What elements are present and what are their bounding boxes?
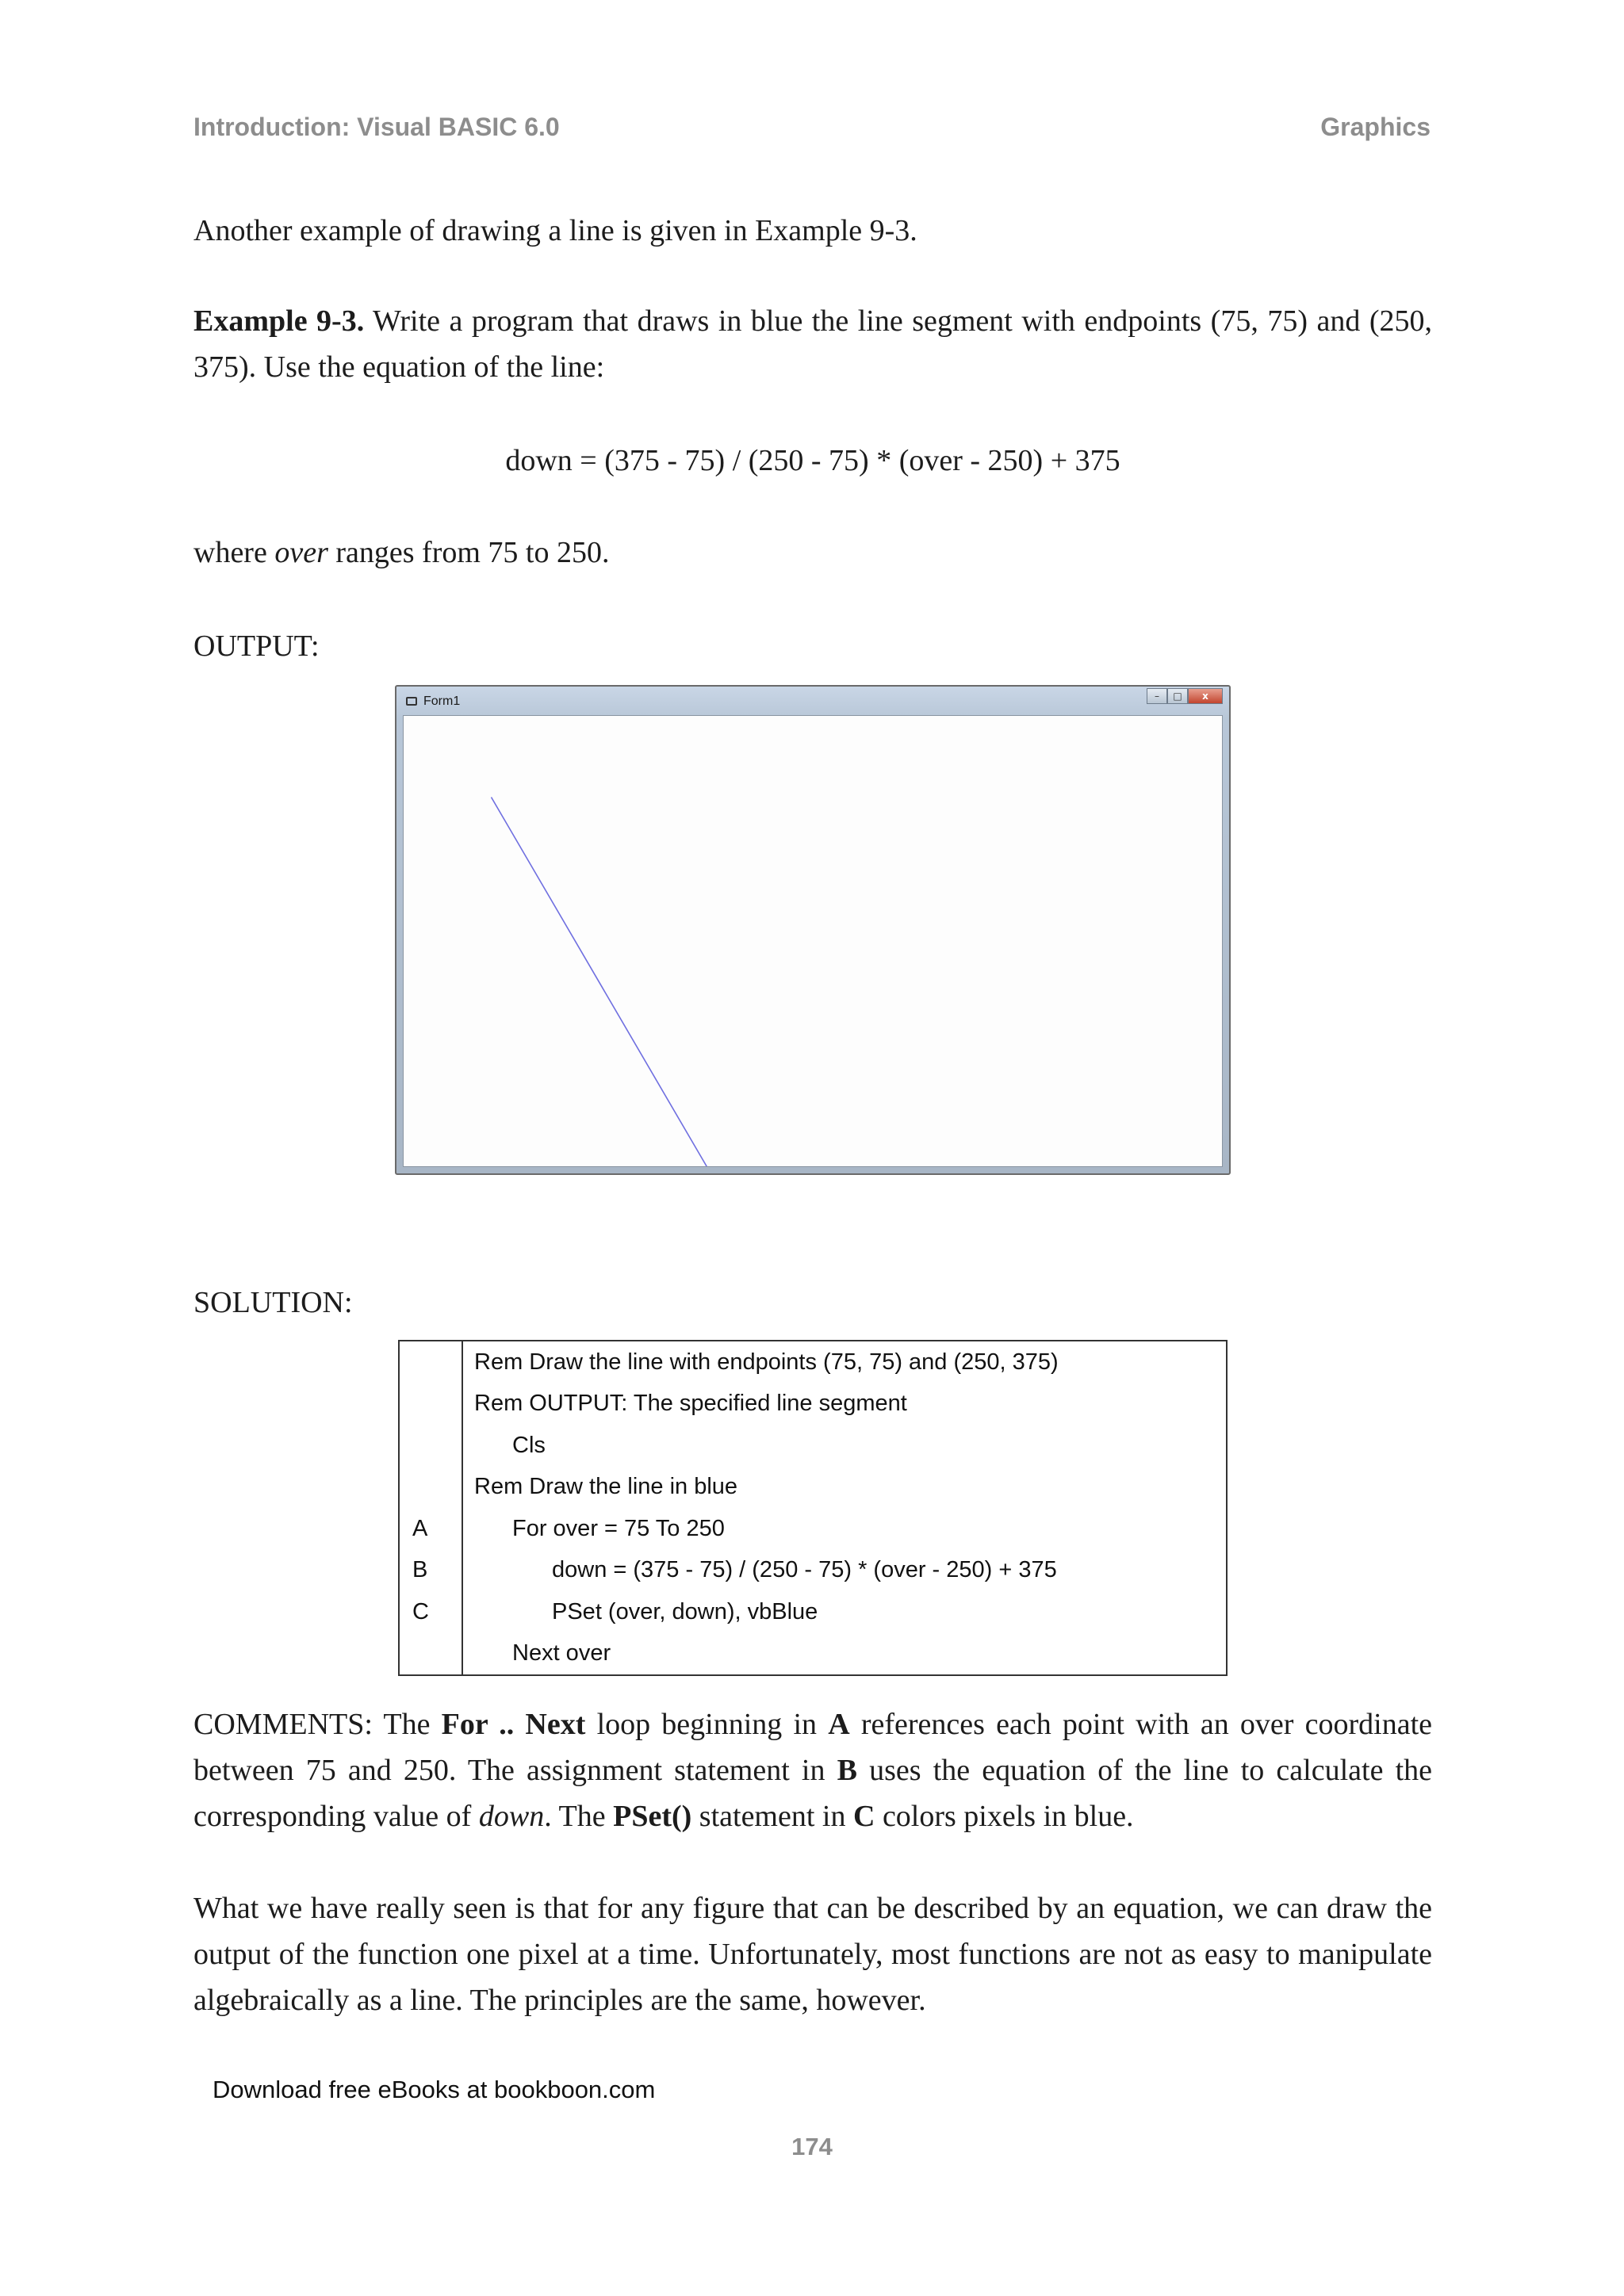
intro-paragraph: Another example of drawing a line is given in Example 9-3. (193, 214, 917, 247)
close-button[interactable]: x (1188, 688, 1223, 704)
header-chapter-title: Graphics (1320, 113, 1431, 141)
code-line: Cls (512, 1432, 546, 1458)
comments-bold: PSet() (613, 1800, 692, 1833)
form1-window (395, 685, 1231, 1175)
comments-bold: For .. Next (441, 1708, 586, 1741)
equation: down = (375 - 75) / (250 - 75) * (over - 250) + 375 (505, 444, 1120, 477)
comments-bold: A (828, 1708, 850, 1741)
code-line: down = (375 - 75) / (250 - 75) * (over - 250) + 375 (552, 1557, 1057, 1583)
form-client-area (403, 715, 1223, 1167)
solution-label: SOLUTION: (193, 1286, 353, 1319)
comments-text: . The (544, 1800, 614, 1833)
window-titlebar[interactable] (403, 691, 460, 712)
comments-paragraph (193, 1701, 1432, 1839)
code-line: Next over (512, 1640, 611, 1667)
header-book-title: Introduction: Visual BASIC 6.0 (193, 113, 560, 141)
comments-bold: C (852, 1800, 875, 1833)
range-variable: over (274, 536, 328, 569)
code-row (399, 1591, 1227, 1633)
code-row (399, 1425, 1227, 1467)
blue-line-segment (492, 798, 711, 1167)
code-line: For over = 75 To 250 (512, 1515, 725, 1541)
form-icon (406, 697, 417, 706)
output-label: OUTPUT: (193, 629, 320, 663)
closing-paragraph: What we have really seen is that for any figure that can be described by an equation, we can draw the output of the function one pixel at a time. Unfortunately, most functions are not as easy to manipulate algebraically as a line. The principles are the same, however. (193, 1892, 1432, 2017)
comments-text: references each point with an over coordinate between 75 and 250. The assignment statement in (193, 1708, 1432, 1787)
window-title: Form1 (423, 695, 461, 708)
code-row (399, 1508, 1227, 1550)
comments-bold: B (837, 1754, 857, 1787)
code-row (399, 1550, 1227, 1592)
comments-text: COMMENTS: The (193, 1708, 442, 1741)
range-paragraph (193, 530, 1432, 576)
minimize-button[interactable]: – (1147, 688, 1167, 704)
code-line: Rem Draw the line with endpoints (75, 75) and (250, 375) (474, 1349, 1059, 1375)
drawing-canvas (404, 716, 1222, 1166)
code-line: Rem OUTPUT: The specified line segment (474, 1391, 907, 1417)
code-line-label (399, 1383, 462, 1425)
code-line: PSet (over, down), vbBlue (552, 1598, 818, 1624)
code-line-label: A (399, 1508, 462, 1550)
comments-italic: down (478, 1800, 545, 1833)
code-line-label (399, 1467, 462, 1509)
code-listing (398, 1340, 1228, 1676)
comments-text: statement in (691, 1800, 853, 1833)
code-row (399, 1383, 1227, 1425)
comments-text: colors pixels in blue. (875, 1800, 1134, 1833)
code-row (399, 1341, 1227, 1383)
code-line-label (399, 1633, 462, 1676)
window-controls (1147, 688, 1223, 706)
code-line-label: B (399, 1550, 462, 1592)
code-row (399, 1633, 1227, 1676)
comments-text: loop beginning in (585, 1708, 829, 1741)
example-text: Write a program that draws in blue the line segment with endpoints (75, 75) and (250, 375). Use the equation of the line: (193, 304, 1432, 384)
code-line-label (399, 1341, 462, 1383)
code-line-label: C (399, 1591, 462, 1633)
code-row (399, 1467, 1227, 1509)
footer-download-note[interactable]: Download free eBooks at bookboon.com (213, 2076, 656, 2103)
range-suffix: ranges from 75 to 250. (327, 536, 610, 569)
range-prefix: where (193, 536, 275, 569)
example-label: Example 9-3. (193, 304, 365, 338)
comments-text: uses the equation of the line to calculate the corresponding value of (193, 1754, 1432, 1833)
page-number: 174 (791, 2133, 833, 2160)
example-paragraph (193, 298, 1432, 390)
code-line: Rem Draw the line in blue (474, 1474, 738, 1500)
maximize-button[interactable]: □ (1167, 688, 1188, 704)
code-line-label (399, 1425, 462, 1467)
